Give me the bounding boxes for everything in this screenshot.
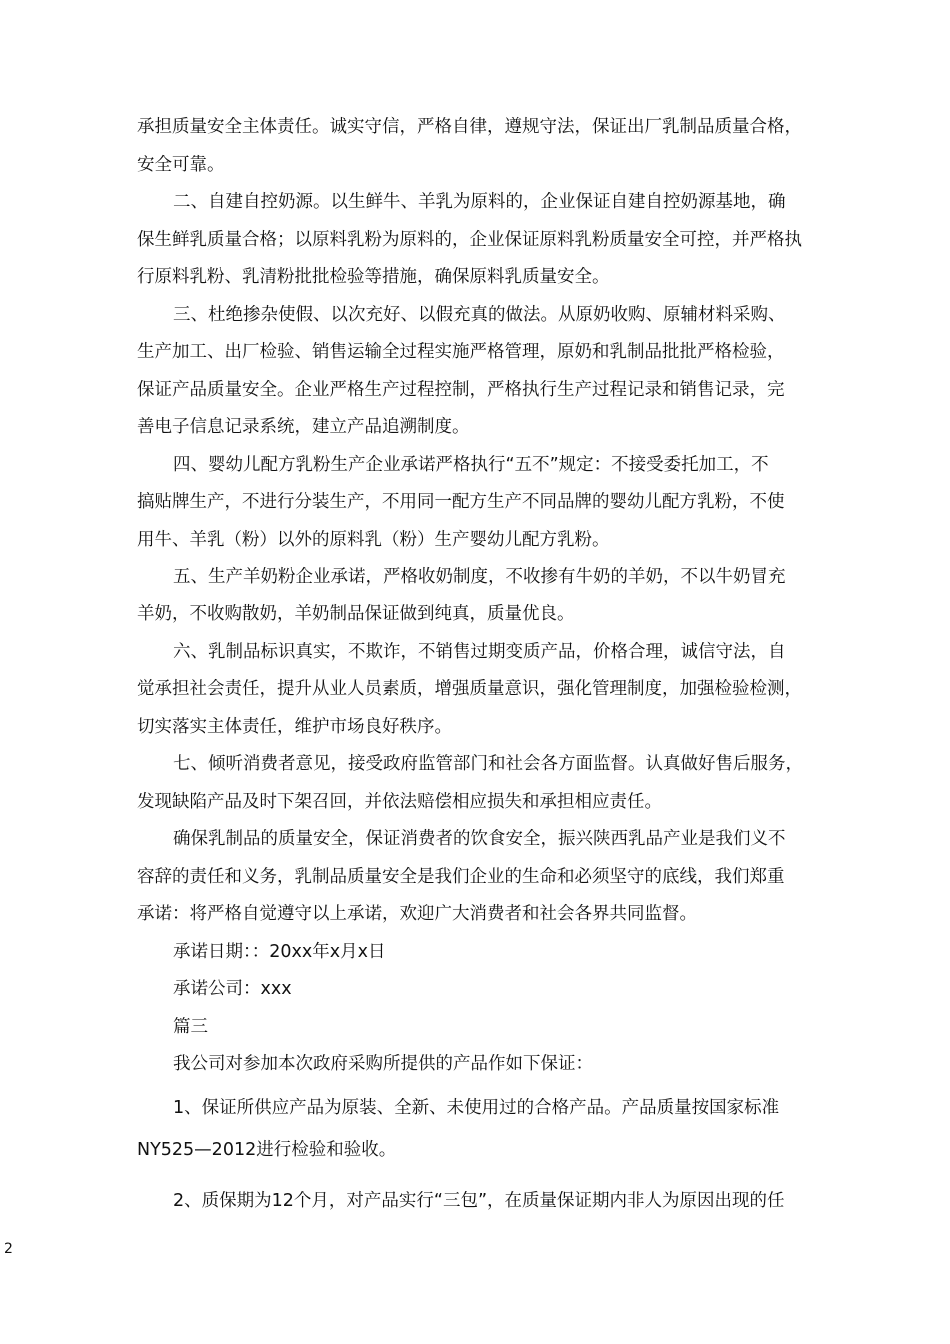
text-line: 行原料乳粉、乳清粉批批检验等措施，确保原料乳质量安全。 <box>137 267 610 287</box>
text-line: 用牛、羊乳（粉）以外的原料乳（粉）生产婴幼儿配方乳粉。 <box>137 530 610 550</box>
commitment-date: 承诺日期：：20xx年x月x日 <box>173 942 386 962</box>
text-line: 生产加工、出厂检验、销售运输全过程实施严格管理，原奶和乳制品批批严格检验， <box>137 342 785 362</box>
text-line: 保生鲜乳质量合格；以原料乳粉为原料的，企业保证原料乳粉质量安全可控，并严格执 <box>137 230 802 250</box>
text-line: 确保乳制品的质量安全，保证消费者的饮食安全，振兴陕西乳品产业是我们义不 <box>173 829 786 849</box>
text-line: 1、保证所供应产品为原装、全新、未使用过的合格产品。产品质量按国家标准 <box>173 1098 780 1118</box>
text-line: 容辞的责任和义务，乳制品质量安全是我们企业的生命和必须坚守的底线，我们郑重 <box>137 867 785 887</box>
text-line: 2、质保期为12个月，对产品实行“三包”，在质量保证期内非人为原因出现的任 <box>173 1191 785 1211</box>
text-line: 搞贴牌生产，不进行分装生产，不用同一配方生产不同品牌的婴幼儿配方乳粉，不使 <box>137 492 785 512</box>
text-line: 七、倾听消费者意见，接受政府监管部门和社会各方面监督。认真做好售后服务， <box>173 754 803 774</box>
text-line: 觉承担社会责任，提升从业人员素质，增强质量意识，强化管理制度，加强检验检测， <box>137 679 802 699</box>
text-line: 善电子信息记录系统，建立产品追溯制度。 <box>137 417 470 437</box>
text-line: 保证产品质量安全。企业严格生产过程控制，严格执行生产过程记录和销售记录，完 <box>137 380 785 400</box>
section-heading: 篇三 <box>173 1017 208 1037</box>
text-line: 五、生产羊奶粉企业承诺，严格收奶制度，不收掺有牛奶的羊奶，不以牛奶冒充 <box>173 567 786 587</box>
text-line: 承担质量安全主体责任。诚实守信，严格自律，遵规守法，保证出厂乳制品质量合格， <box>137 117 802 137</box>
text-line: 四、婴幼儿配方乳粉生产企业承诺严格执行“五不”规定：不接受委托加工，不 <box>173 455 769 475</box>
text-line: 六、乳制品标识真实，不欺诈，不销售过期变质产品，价格合理，诚信守法，自 <box>173 642 786 662</box>
text-line: 羊奶，不收购散奶，羊奶制品保证做到纯真，质量优良。 <box>137 604 575 624</box>
text-line: 发现缺陷产品及时下架召回，并依法赔偿相应损失和承担相应责任。 <box>137 792 662 812</box>
text-line: NY525—2012进行检验和验收。 <box>137 1140 397 1160</box>
text-line: 切实落实主体责任，维护市场良好秩序。 <box>137 717 452 737</box>
text-line: 三、杜绝掺杂使假、以次充好、以假充真的做法。从原奶收购、原辅材料采购、 <box>173 305 786 325</box>
text-line: 我公司对参加本次政府采购所提供的产品作如下保证： <box>173 1054 593 1074</box>
text-line: 承诺：将严格自觉遵守以上承诺，欢迎广大消费者和社会各界共同监督。 <box>137 904 697 924</box>
text-line: 安全可靠。 <box>137 155 225 175</box>
commitment-company: 承诺公司：xxx <box>173 979 292 999</box>
text-line: 二、自建自控奶源。以生鲜牛、羊乳为原料的，企业保证自建自控奶源基地，确 <box>173 192 786 212</box>
page-number: 2 <box>4 1241 13 1257</box>
